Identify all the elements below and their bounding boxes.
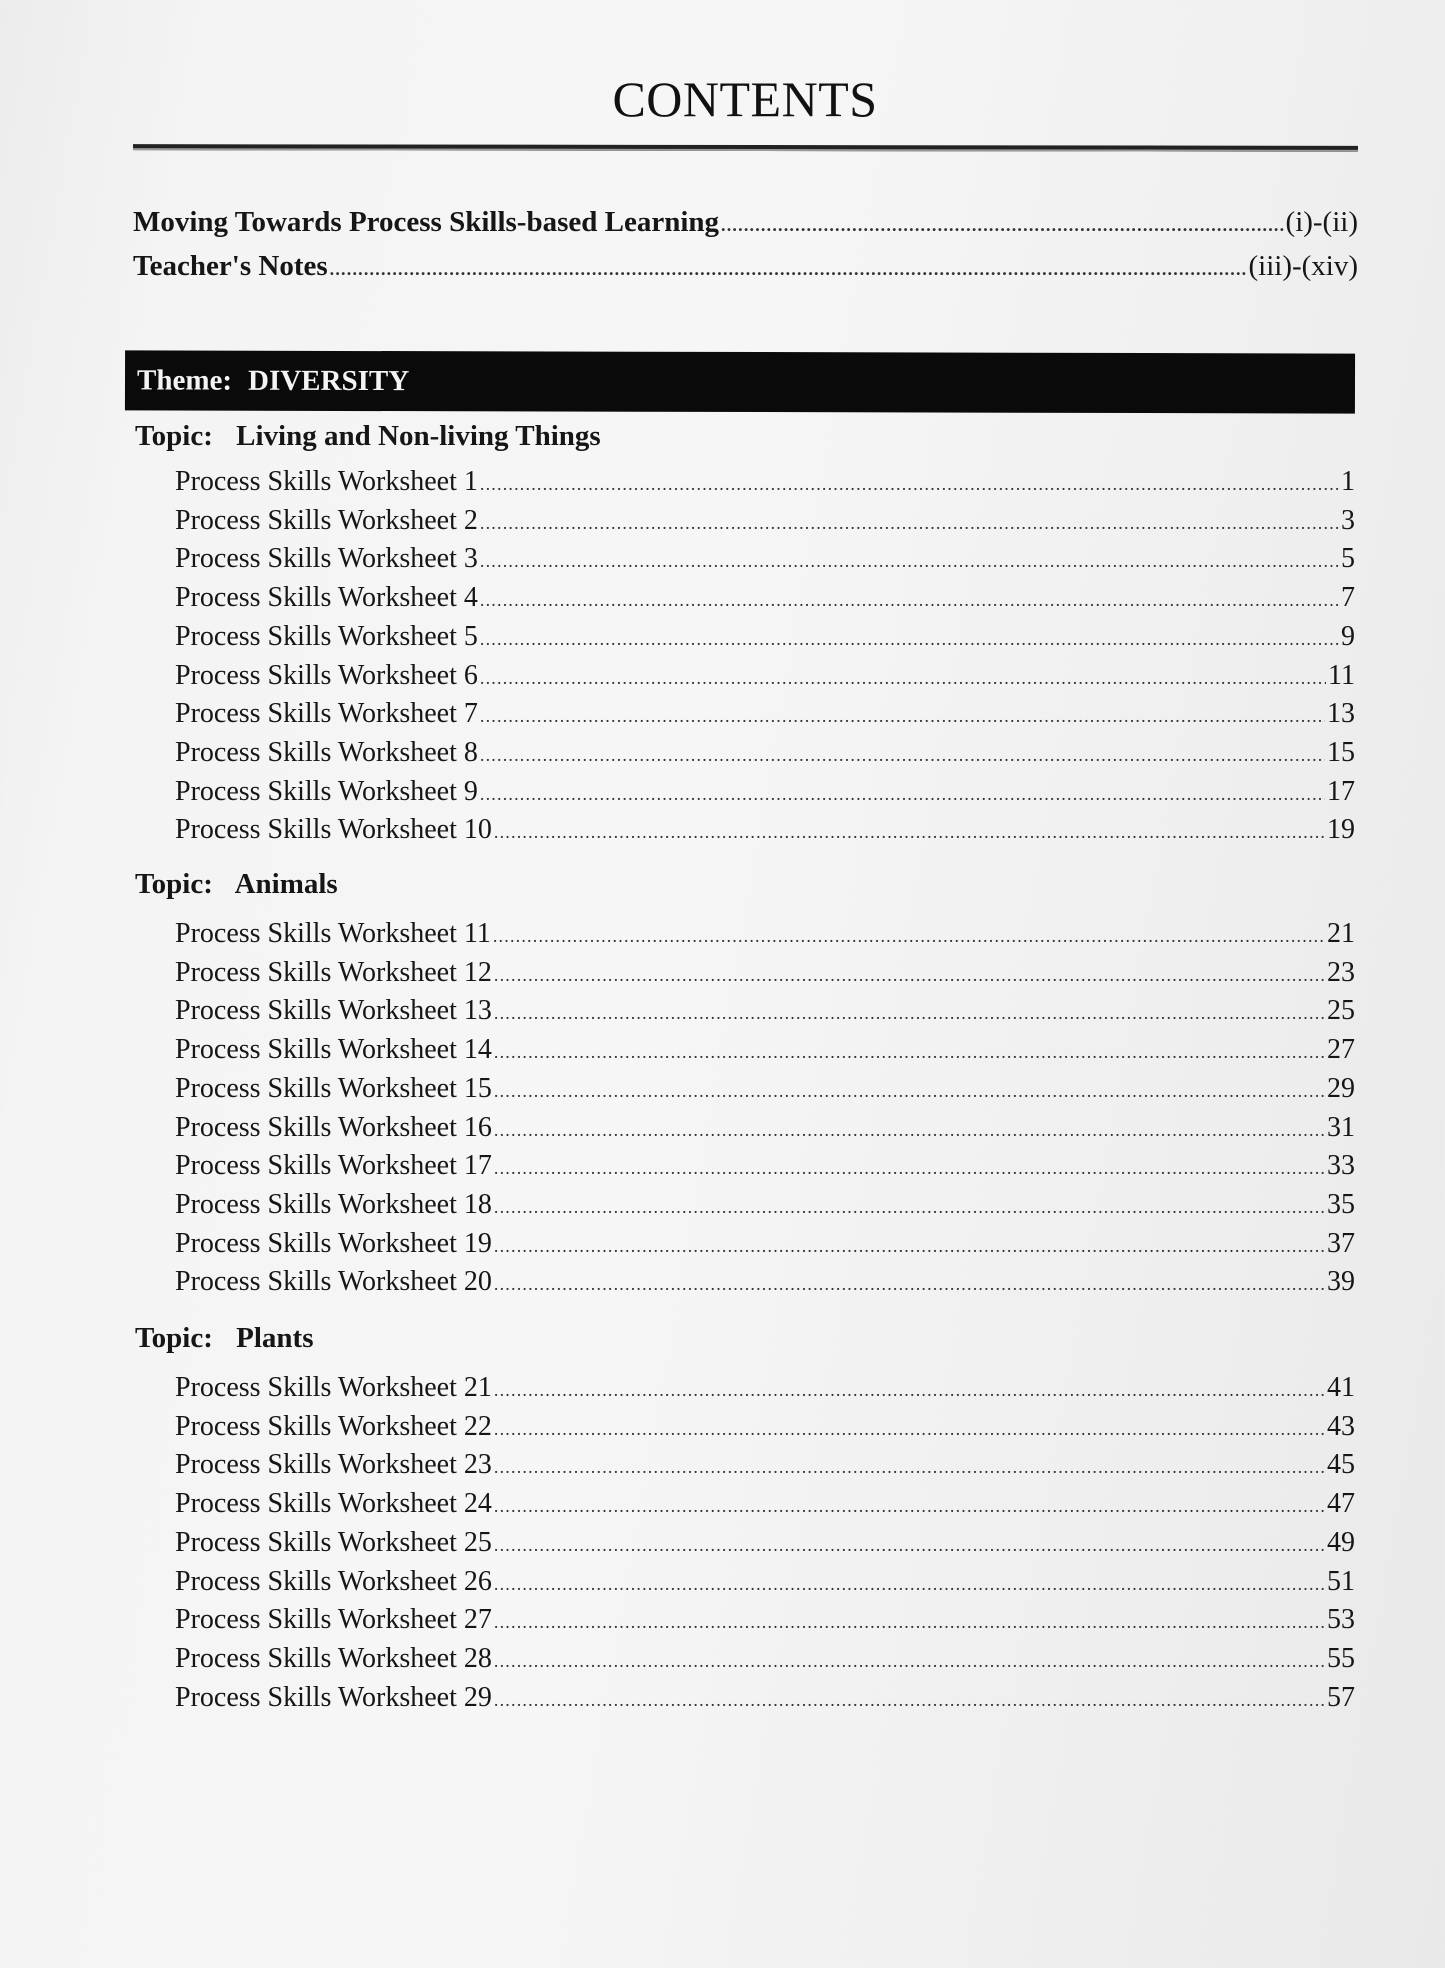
worksheet-label: Process Skills Worksheet 26 <box>175 1565 492 1597</box>
dot-leader <box>494 1274 1325 1295</box>
worksheet-page-number: 21 <box>1327 918 1355 949</box>
worksheet-label: Process Skills Worksheet 27 <box>175 1604 492 1636</box>
dot-leader <box>494 1197 1325 1218</box>
worksheet-label: Process Skills Worksheet 20 <box>175 1266 492 1298</box>
worksheet-page-number: 33 <box>1327 1150 1355 1182</box>
topic-prefix: Topic: <box>135 1322 213 1354</box>
worksheet-label: Process Skills Worksheet 24 <box>175 1488 492 1520</box>
worksheet-label: Process Skills Worksheet 12 <box>175 956 492 988</box>
worksheet-page-number: 1 <box>1341 466 1355 497</box>
toc-worksheet-entry[interactable] <box>175 1266 1355 1298</box>
toc-worksheet-entry[interactable] <box>175 1228 1355 1260</box>
toc-worksheet-entry[interactable] <box>175 505 1355 537</box>
toc-worksheet-entry[interactable] <box>175 776 1355 808</box>
worksheet-label: Process Skills Worksheet 1 <box>175 466 478 497</box>
topic-prefix: Topic: <box>135 868 213 900</box>
title-rule-divider <box>133 144 1358 152</box>
worksheet-label: Process Skills Worksheet 10 <box>175 814 492 846</box>
worksheet-page-number: 17 <box>1327 775 1355 807</box>
dot-leader <box>330 259 1247 280</box>
topic-heading-animals <box>135 868 338 901</box>
worksheet-label: Process Skills Worksheet 29 <box>175 1681 492 1713</box>
worksheet-label: Process Skills Worksheet 17 <box>175 1150 492 1182</box>
toc-worksheet-entry[interactable] <box>175 1372 1355 1404</box>
topic-heading-living-non-living <box>135 420 601 453</box>
worksheet-label: Process Skills Worksheet 16 <box>175 1111 492 1143</box>
worksheet-page-number: 35 <box>1327 1188 1355 1220</box>
worksheet-page-number: 37 <box>1327 1227 1355 1259</box>
worksheet-page-number: 43 <box>1327 1410 1355 1442</box>
dot-leader <box>494 1535 1325 1556</box>
worksheet-page-number: 13 <box>1327 698 1355 730</box>
toc-worksheet-entry[interactable] <box>175 1488 1355 1520</box>
worksheet-label: Process Skills Worksheet 23 <box>175 1449 492 1481</box>
dot-leader <box>494 822 1325 843</box>
toc-entry-process-skills-learning[interactable] <box>133 206 1358 239</box>
worksheet-label: Process Skills Worksheet 15 <box>175 1072 492 1104</box>
worksheet-page-number: 11 <box>1328 659 1355 691</box>
toc-worksheet-entry[interactable] <box>175 957 1355 989</box>
toc-worksheet-entry[interactable] <box>175 582 1355 614</box>
dot-leader <box>480 784 1325 805</box>
toc-entry-label: Teacher's Notes <box>133 250 328 282</box>
dot-leader <box>494 1042 1325 1063</box>
dot-leader <box>494 1690 1325 1711</box>
toc-entry-page: (iii)-(xiv) <box>1248 250 1358 282</box>
worksheet-page-number: 19 <box>1327 814 1355 846</box>
worksheet-page-number: 41 <box>1327 1372 1355 1403</box>
worksheet-page-number: 5 <box>1341 543 1355 575</box>
topic-name: Plants <box>236 1322 314 1354</box>
dot-leader <box>494 1457 1325 1478</box>
dot-leader <box>494 1120 1325 1141</box>
worksheet-label: Process Skills Worksheet 19 <box>175 1227 492 1259</box>
worksheet-label: Process Skills Worksheet 2 <box>175 504 478 536</box>
toc-worksheet-entry[interactable] <box>175 814 1355 846</box>
worksheet-label: Process Skills Worksheet 11 <box>175 918 491 949</box>
dot-leader <box>493 926 1325 947</box>
theme-prefix: Theme: <box>136 363 233 397</box>
worksheet-label: Process Skills Worksheet 9 <box>175 775 478 807</box>
dot-leader <box>480 590 1339 611</box>
worksheet-label: Process Skills Worksheet 22 <box>175 1410 492 1442</box>
worksheet-page-number: 23 <box>1327 956 1355 988</box>
topic-heading-plants <box>135 1322 314 1355</box>
worksheet-page-number: 55 <box>1327 1642 1355 1674</box>
worksheet-page-number: 25 <box>1327 995 1355 1027</box>
toc-worksheet-entry[interactable] <box>175 918 1355 950</box>
toc-worksheet-entry[interactable] <box>175 1112 1355 1144</box>
dot-leader <box>480 551 1339 572</box>
toc-worksheet-entry[interactable] <box>175 621 1355 653</box>
toc-worksheet-entry[interactable] <box>175 995 1355 1027</box>
worksheet-page-number: 7 <box>1341 582 1355 614</box>
toc-worksheet-entry[interactable] <box>175 1411 1355 1443</box>
worksheet-page-number: 47 <box>1327 1488 1355 1520</box>
worksheet-page-number: 53 <box>1327 1604 1355 1636</box>
toc-worksheet-entry[interactable] <box>175 660 1355 692</box>
worksheet-page-number: 9 <box>1341 620 1355 652</box>
dot-leader <box>480 513 1339 534</box>
dot-leader <box>494 1380 1325 1401</box>
toc-worksheet-entry[interactable] <box>175 1449 1355 1481</box>
toc-worksheet-entry[interactable] <box>175 1527 1355 1559</box>
worksheet-page-number: 27 <box>1327 1034 1355 1066</box>
dot-leader <box>494 1236 1325 1257</box>
worksheet-label: Process Skills Worksheet 4 <box>175 582 478 614</box>
toc-worksheet-entry[interactable] <box>175 1034 1355 1066</box>
dot-leader <box>480 629 1339 650</box>
toc-worksheet-entry[interactable] <box>175 1189 1355 1221</box>
dot-leader <box>494 1651 1325 1672</box>
page-title: CONTENTS <box>612 71 878 127</box>
worksheet-label: Process Skills Worksheet 13 <box>175 995 492 1027</box>
dot-leader <box>494 1158 1325 1179</box>
worksheet-label: Process Skills Worksheet 14 <box>175 1034 492 1066</box>
dot-leader <box>494 1081 1325 1102</box>
toc-entry-label: Moving Towards Process Skills-based Learning <box>133 206 720 238</box>
worksheet-label: Process Skills Worksheet 3 <box>175 543 478 575</box>
toc-worksheet-entry[interactable] <box>175 1073 1355 1105</box>
dot-leader <box>480 745 1325 766</box>
theme-header-bar <box>125 350 1355 413</box>
toc-worksheet-entry[interactable] <box>175 737 1355 769</box>
dot-leader <box>494 965 1325 986</box>
worksheet-page-number: 31 <box>1327 1111 1355 1143</box>
worksheet-page-number: 3 <box>1341 504 1355 536</box>
toc-worksheet-entry[interactable] <box>175 698 1355 730</box>
worksheet-page-number: 49 <box>1327 1526 1355 1558</box>
worksheet-label: Process Skills Worksheet 28 <box>175 1642 492 1674</box>
topic-name: Living and Non-living Things <box>236 420 601 452</box>
theme-name: DIVERSITY <box>247 364 410 397</box>
topic-name: Animals <box>234 868 338 900</box>
dot-leader <box>480 668 1326 689</box>
worksheet-label: Process Skills Worksheet 18 <box>175 1188 492 1220</box>
dot-leader <box>494 1003 1325 1024</box>
worksheet-label: Process Skills Worksheet 6 <box>175 659 478 691</box>
worksheet-label: Process Skills Worksheet 21 <box>175 1372 492 1403</box>
toc-worksheet-entry[interactable] <box>175 1566 1355 1598</box>
worksheet-page-number: 39 <box>1327 1266 1355 1298</box>
dot-leader <box>494 1419 1325 1440</box>
dot-leader <box>480 706 1325 727</box>
toc-entry-teachers-notes[interactable] <box>133 250 1358 283</box>
dot-leader <box>494 1574 1325 1595</box>
toc-worksheet-entry[interactable] <box>175 1682 1355 1714</box>
toc-worksheet-entry[interactable] <box>175 1150 1355 1182</box>
worksheet-label: Process Skills Worksheet 25 <box>175 1526 492 1558</box>
worksheet-page-number: 45 <box>1327 1449 1355 1481</box>
toc-worksheet-entry[interactable] <box>175 1643 1355 1675</box>
dot-leader <box>721 215 1284 236</box>
toc-worksheet-entry[interactable] <box>175 1604 1355 1636</box>
topic-prefix: Topic: <box>135 420 213 452</box>
worksheet-label: Process Skills Worksheet 7 <box>175 698 478 730</box>
worksheet-page-number: 57 <box>1327 1681 1355 1713</box>
toc-worksheet-entry[interactable] <box>175 466 1355 498</box>
worksheet-page-number: 15 <box>1327 736 1355 768</box>
worksheet-label: Process Skills Worksheet 8 <box>175 736 478 768</box>
toc-entry-page: (i)-(ii) <box>1285 206 1358 238</box>
worksheet-label: Process Skills Worksheet 5 <box>175 620 478 652</box>
worksheet-page-number: 51 <box>1327 1565 1355 1597</box>
dot-leader <box>480 474 1339 495</box>
dot-leader <box>494 1496 1325 1517</box>
toc-worksheet-entry[interactable] <box>175 543 1355 575</box>
worksheet-page-number: 29 <box>1327 1072 1355 1104</box>
dot-leader <box>494 1612 1325 1633</box>
